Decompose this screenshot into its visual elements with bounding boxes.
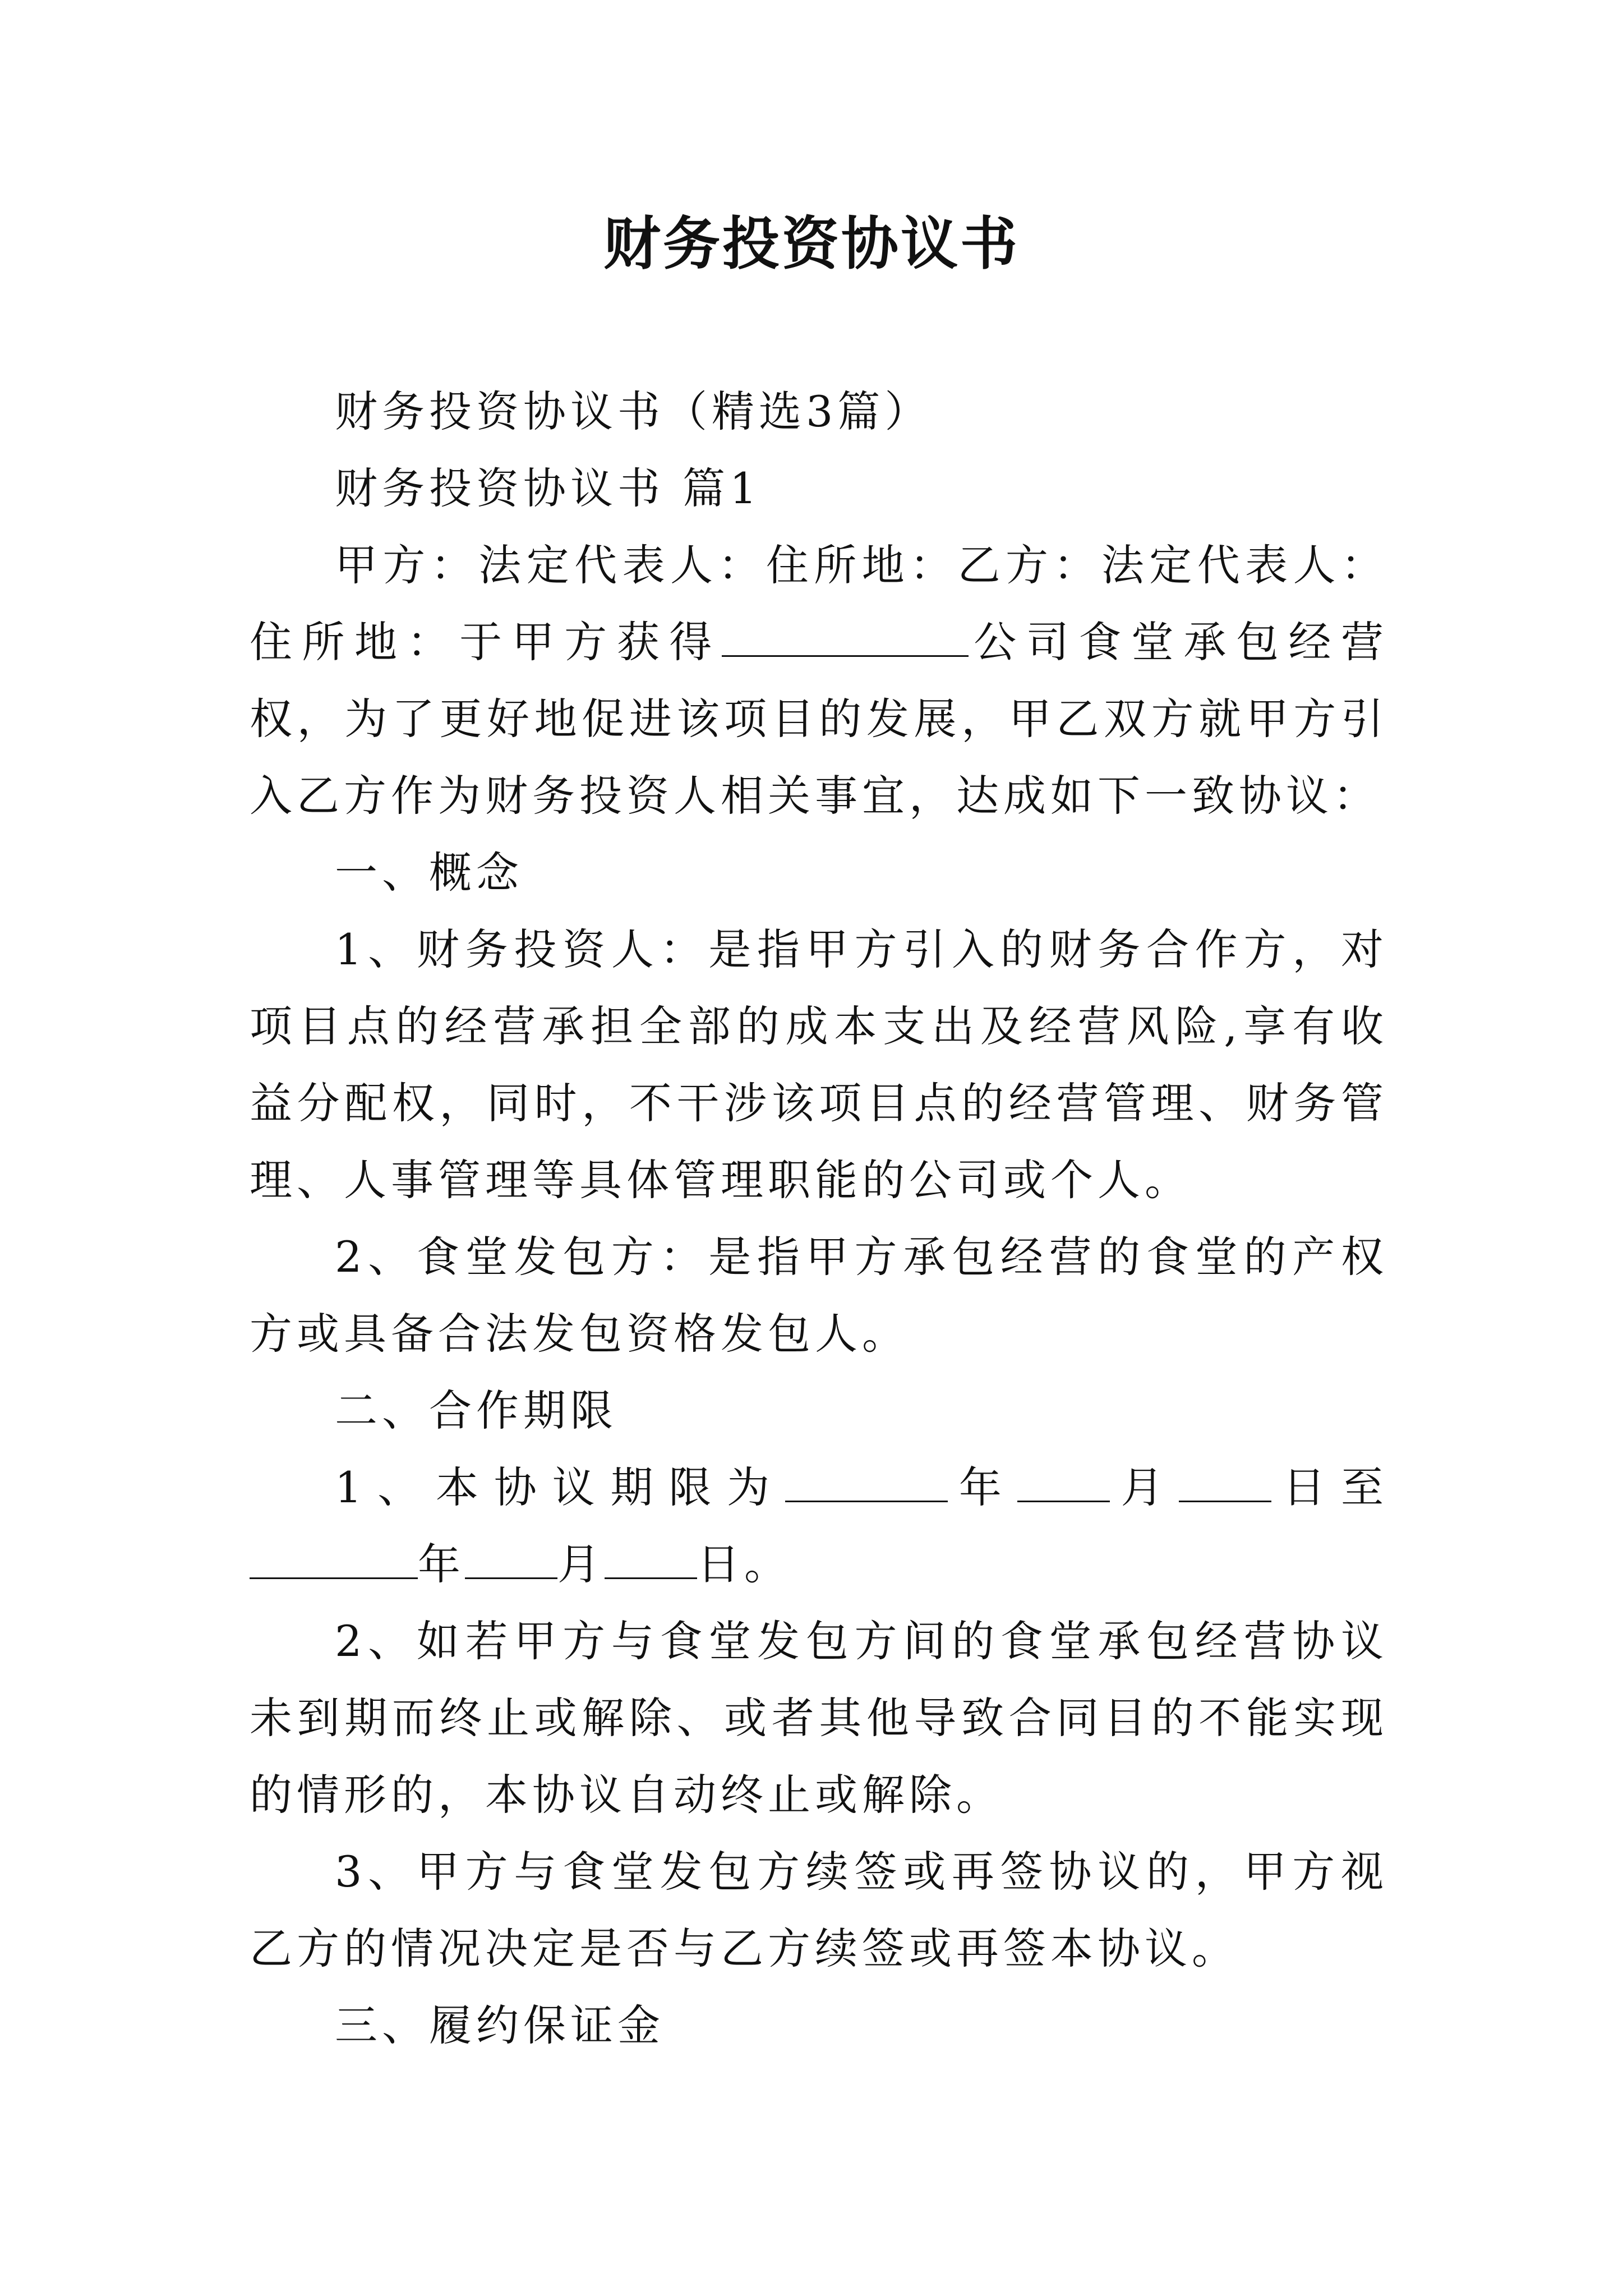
heading-deposit: 三、履约保证金 — [335, 2000, 665, 2050]
heading-concepts: 一、概念 — [335, 848, 523, 898]
clause-2-1 — [250, 1449, 1388, 1603]
intro-part2: 公司食堂承包经营权，为了更好地促进该项目的发展，甲乙双方就甲方引入乙方作为财务投资人相关事宜，达成如下一致协议： — [250, 617, 1389, 821]
clause-2-3: 3、甲方与食堂发包方续签或再签协议的，甲方视乙方的情况决定是否与乙方续签或再签本协议。 — [250, 1847, 1388, 1973]
section-heading: 财务投资协议书 篇1 — [335, 463, 762, 513]
end-month-label: 月 — [557, 1539, 605, 1589]
start-day-blank — [1179, 1461, 1271, 1502]
start-year-blank — [785, 1461, 948, 1502]
heading-term: 二、合作期限 — [335, 1386, 617, 1435]
end-day-blank — [605, 1538, 697, 1579]
clause-1-1: 1、财务投资人：是指甲方引入的财务合作方，对项目点的经营承担全部的成本支出及经营风险,享有收益分配权，同时，不干涉该项目点的经营管理、财务管理、人事管理等具体管理职能的公司或个人。 — [250, 924, 1388, 1205]
document-title: 财务投资协议书 — [603, 210, 1020, 278]
start-day-label: 日至 — [1271, 1462, 1389, 1512]
start-month-blank — [1017, 1461, 1110, 1502]
intro-paragraph — [250, 527, 1388, 834]
document-body — [250, 373, 1388, 2064]
clause-2-2: 2、如若甲方与食堂发包方间的食堂承包经营协议未到期而终止或解除、或者其他导致合同目的不能实现的情形的，本协议自动终止或解除。 — [250, 1616, 1388, 1820]
end-month-blank — [465, 1538, 557, 1579]
start-month-label: 月 — [1109, 1462, 1179, 1512]
end-day-label: 日。 — [697, 1539, 791, 1589]
end-year-label: 年 — [418, 1539, 465, 1589]
clause-2-1-prefix: 1、本协议期限为 — [335, 1462, 786, 1512]
company-blank — [722, 616, 969, 657]
start-year-label: 年 — [948, 1462, 1017, 1512]
end-year-blank — [250, 1538, 418, 1579]
clause-1-2: 2、食堂发包方：是指甲方承包经营的食堂的产权方或具备合法发包资格发包人。 — [250, 1232, 1388, 1359]
document-subtitle: 财务投资协议书（精选3篇） — [335, 386, 932, 436]
intro-part1: 甲方：法定代表人：住所地：乙方：法定代表人：住所地：于甲方获得 — [250, 540, 1388, 667]
